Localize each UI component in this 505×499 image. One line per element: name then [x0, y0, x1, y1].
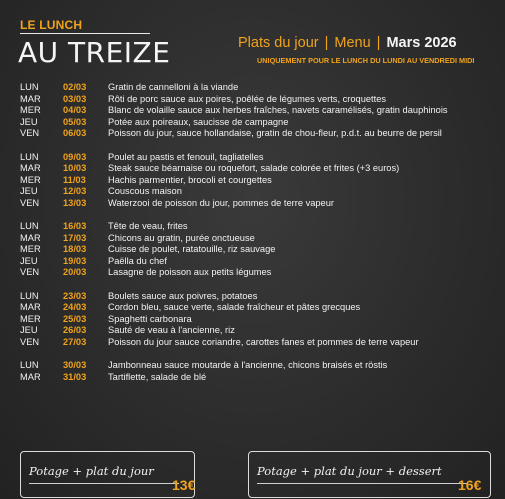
date-label: 18/03	[63, 244, 87, 254]
week-block	[20, 360, 500, 383]
day-label: LUN	[20, 290, 39, 301]
dish-label: Couscous maison	[108, 186, 182, 196]
menu-row	[20, 325, 500, 337]
menu-row	[20, 267, 500, 279]
menu-row	[20, 198, 500, 210]
day-label: MAR	[20, 232, 41, 243]
day-label: MER	[20, 244, 41, 254]
day-label: VEN	[20, 267, 40, 277]
header-separator: |	[376, 35, 381, 51]
date-label: 19/03	[63, 255, 87, 266]
day-label: JEU	[20, 255, 38, 266]
brand-name: AU TREIZE	[18, 36, 171, 69]
menu-row	[20, 233, 500, 245]
date-label: 05/03	[63, 116, 87, 127]
menu-row	[20, 372, 500, 384]
day-label: JEU	[20, 116, 38, 127]
day-label: MAR	[20, 163, 41, 173]
day-label: JEU	[20, 186, 38, 196]
header-month: Mars 2026	[386, 35, 457, 51]
dish-label: Poisson du jour, sauce hollandaise, gratin de chou-fleur, p.d.t. au beurre de persil	[108, 128, 442, 138]
menu-row	[20, 291, 500, 303]
day-label: LUN	[20, 360, 39, 370]
dish-label: Jambonneau sauce moutarde à l'ancienne, chicons braisés et röstis	[108, 360, 388, 370]
week-block	[20, 82, 500, 140]
week-block	[20, 221, 500, 279]
day-label: MAR	[20, 93, 41, 104]
day-label: MER	[20, 174, 41, 185]
date-label: 02/03	[63, 82, 87, 92]
menu-row	[20, 256, 500, 268]
date-label: 11/03	[63, 174, 86, 185]
week-block	[20, 152, 500, 210]
menu-row	[20, 244, 500, 256]
menu-row	[20, 82, 500, 94]
day-label: LUN	[20, 151, 39, 162]
dish-label: Steak sauce béarnaise ou roquefort, salade colorée et frites (+3 euros)	[108, 163, 400, 173]
dish-label: Spaghetti carbonara	[108, 313, 192, 324]
dish-label: Potée aux poireaux, saucisse de campagne	[108, 116, 289, 127]
day-label: MER	[20, 313, 41, 324]
dish-label: Blanc de volaille sauce aux herbes fraîches, navets caramélisés, gratin dauphinois	[108, 105, 448, 115]
menu-row	[20, 117, 500, 129]
dish-label: Cordon bleu, sauce verte, salade fraîcheur et pâtes grecques	[108, 302, 361, 312]
date-label: 25/03	[63, 313, 87, 324]
brand-top-label: LE LUNCH	[20, 18, 83, 32]
dish-label: Waterzooi de poisson du jour, pommes de terre vapeur	[108, 197, 334, 208]
menu-row	[20, 221, 500, 233]
day-label: VEN	[20, 197, 40, 208]
date-label: 30/03	[63, 360, 87, 370]
header-separator: |	[324, 35, 329, 51]
dish-label: Hachis parmentier, brocoli et courgettes	[108, 174, 272, 185]
date-label: 06/03	[63, 128, 87, 138]
offer-underline	[29, 483, 179, 484]
day-label: MER	[20, 105, 41, 115]
menu-row	[20, 128, 500, 140]
day-label: VEN	[20, 128, 40, 138]
dish-label: Sauté de veau à l'ancienne, riz	[108, 325, 235, 335]
menu-row	[20, 105, 500, 117]
dish-label: Poisson du jour sauce coriandre, carottes fanes et pommes de terre vapeur	[108, 336, 419, 347]
brand-divider	[20, 33, 150, 34]
menu-row	[20, 337, 500, 349]
offer-price: 16€	[458, 477, 482, 493]
dish-label: Cuisse de poulet, ratatouille, riz sauvage	[108, 244, 276, 254]
dish-label: Tartiflette, salade de blé	[108, 371, 207, 382]
dish-label: Gratin de cannelloni à la viande	[108, 82, 239, 92]
date-label: 04/03	[63, 105, 87, 115]
header-subtitle: UNIQUEMENT POUR LE LUNCH DU LUNDI AU VENDREDI MIDI	[257, 56, 475, 65]
menu-row	[20, 302, 500, 314]
date-label: 24/03	[63, 302, 87, 312]
offer-price: 13€	[172, 477, 196, 493]
offer-label: Potage + plat du jour	[29, 464, 154, 478]
dish-label: Paëlla du chef	[108, 255, 167, 266]
menu-row	[20, 175, 500, 187]
date-label: 03/03	[63, 93, 87, 104]
dish-label: Lasagne de poisson aux petits légumes	[108, 267, 272, 277]
dish-label: Boulets sauce aux poivres, potatoes	[108, 290, 258, 301]
menu-row	[20, 360, 500, 372]
date-label: 10/03	[63, 163, 87, 173]
date-label: 20/03	[63, 267, 87, 277]
date-label: 23/03	[63, 290, 87, 301]
header-title: Plats du jour	[238, 35, 319, 51]
date-label: 16/03	[63, 221, 87, 231]
menu-row	[20, 163, 500, 175]
week-block	[20, 291, 500, 349]
date-label: 09/03	[63, 151, 87, 162]
menu-row	[20, 314, 500, 326]
offer-box-2	[248, 451, 491, 498]
day-label: JEU	[20, 325, 38, 335]
offer-underline	[257, 483, 467, 484]
day-label: VEN	[20, 336, 40, 347]
menu-header	[238, 35, 457, 51]
dish-label: Tête de veau, frites	[108, 221, 188, 231]
day-label: MAR	[20, 302, 41, 312]
date-label: 31/03	[63, 371, 87, 382]
day-label: LUN	[20, 82, 39, 92]
menu-row	[20, 186, 500, 198]
menu-row	[20, 94, 500, 106]
offer-label: Potage + plat du jour + dessert	[257, 464, 442, 478]
day-label: LUN	[20, 221, 39, 231]
menu-list	[20, 82, 500, 395]
day-label: MAR	[20, 371, 41, 382]
date-label: 26/03	[63, 325, 87, 335]
header-menu: Menu	[334, 35, 371, 51]
dish-label: Rôti de porc sauce aux poires, poêlée de légumes verts, croquettes	[108, 93, 387, 104]
date-label: 17/03	[63, 232, 87, 243]
dish-label: Chicons au gratin, purée onctueuse	[108, 232, 255, 243]
date-label: 12/03	[63, 186, 87, 196]
menu-row	[20, 152, 500, 164]
date-label: 27/03	[63, 336, 87, 347]
date-label: 13/03	[63, 197, 87, 208]
offer-box-1	[20, 451, 195, 498]
dish-label: Poulet au pastis et fenouil, tagliatelles	[108, 151, 264, 162]
